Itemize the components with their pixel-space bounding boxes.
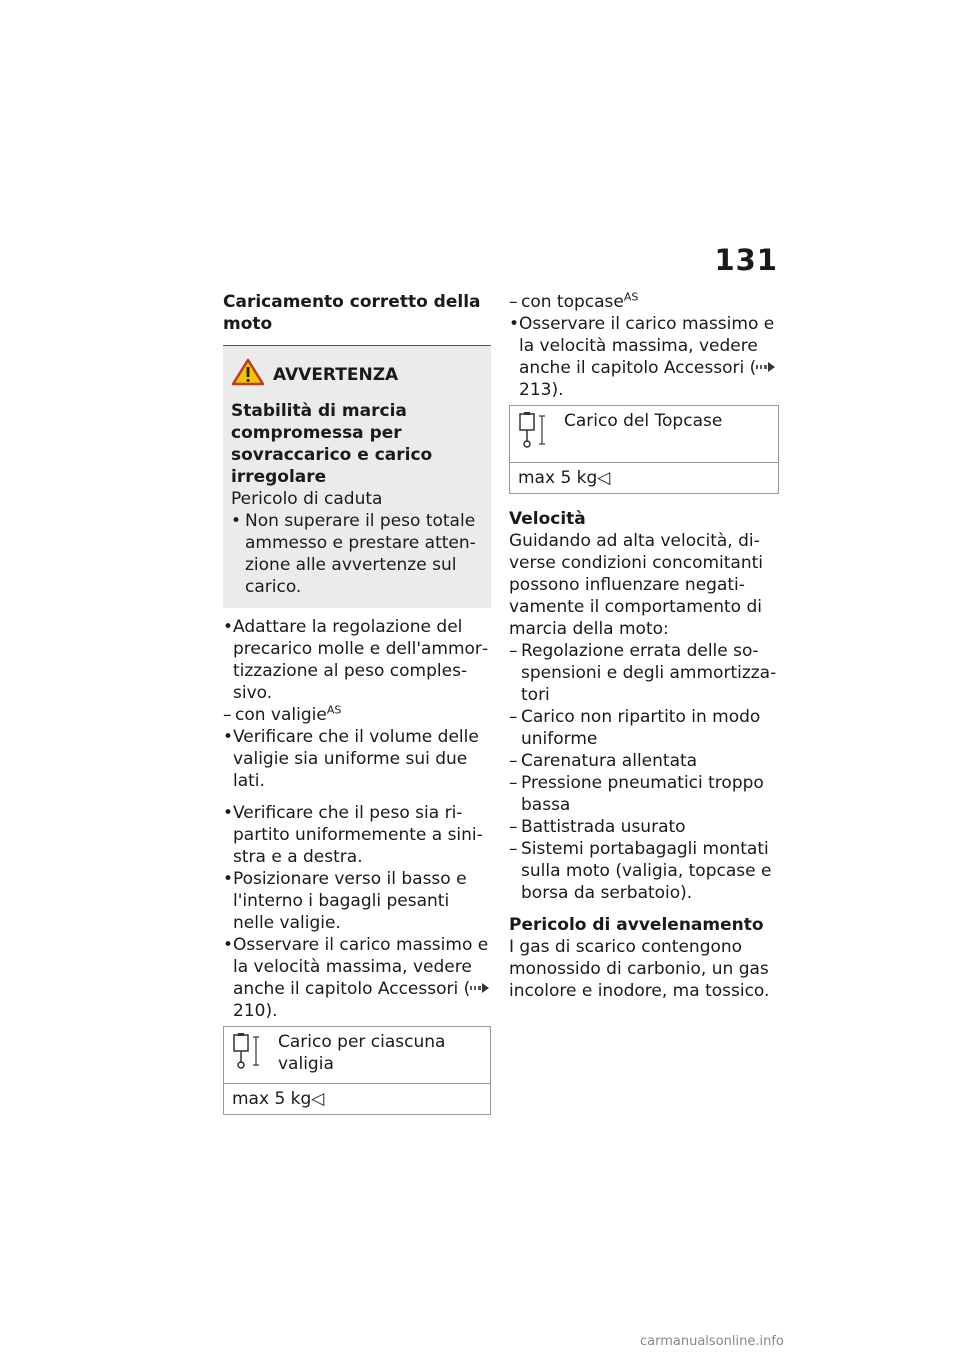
bullet-text: Verificare che il peso sia ripartito uniformemente a sinistra e a destra. <box>233 803 483 867</box>
warning-title: AVVERTENZA <box>273 365 399 385</box>
dash-text: Carico non ripartito in modo uniforme <box>521 707 761 749</box>
list-item <box>223 726 491 792</box>
warning-triangle-icon <box>231 358 265 392</box>
bullet-marker: • <box>223 935 234 955</box>
page-ref[interactable]: 210). <box>233 1001 278 1021</box>
dash-text <box>235 704 491 726</box>
page-ref-arrow-icon[interactable] <box>470 979 490 999</box>
list-item <box>223 802 491 868</box>
dash-marker: – <box>509 817 518 837</box>
speed-text: Guidando ad alta velocità, diverse condizioni concomitanti possono influenzare negativamente il comportamento di marcia della moto: <box>509 531 764 639</box>
spec-row-label <box>224 1027 490 1084</box>
spec-value: max 5 kg◁ <box>518 468 611 488</box>
spec-table <box>509 405 779 494</box>
dash-marker: – <box>509 839 518 859</box>
dash-item <box>509 640 779 706</box>
bullet-body: Osservare il carico massimo e la velocità massima, vedere anche il capitolo Accessori <box>233 935 489 999</box>
right-column <box>509 291 779 1002</box>
list-item <box>509 313 779 401</box>
dash-marker: – <box>509 773 518 793</box>
warning-header <box>231 358 483 392</box>
dash-marker: – <box>223 705 232 725</box>
bullet-marker: • <box>223 803 234 823</box>
page-ref[interactable]: 213). <box>519 380 564 400</box>
speed-list <box>509 640 779 904</box>
warning-danger: Pericolo di caduta <box>231 489 383 509</box>
superscript: AS <box>623 290 639 304</box>
load-weight-icon <box>230 1031 274 1077</box>
warning-bullet <box>231 510 483 598</box>
page-ref-arrow-icon[interactable] <box>756 358 776 378</box>
dash-text: Sistemi portabagagli montati sulla moto (valigia, topcase e borsa da serbatoio). <box>521 839 772 903</box>
speed-heading: Velocità <box>509 509 586 529</box>
dash-marker: – <box>509 641 518 661</box>
page-number: 131 <box>714 243 778 277</box>
dash-item-topcase <box>509 291 779 313</box>
bullet-marker: • <box>223 727 234 747</box>
dash-item <box>509 750 779 772</box>
left-column <box>223 291 491 1115</box>
bullet-marker: • <box>223 617 234 637</box>
dash-text: Battistrada usurato <box>521 817 686 837</box>
bullet-text: Osservare il carico massimo e la velocità massima, vedere anche il capitolo Accessori ( 210). <box>233 934 491 1022</box>
spec-table <box>223 1026 491 1115</box>
dash-marker: – <box>509 292 518 312</box>
spec-row-label <box>510 406 778 463</box>
dash-item <box>509 838 779 904</box>
dash-marker: – <box>509 751 518 771</box>
footer-watermark[interactable]: carmanualsonline.info <box>640 1334 784 1349</box>
superscript: AS <box>326 703 342 717</box>
warning-subtitle: Stabilità di marcia compromessa per sovraccarico e carico irregolare <box>231 401 433 487</box>
poison-text: I gas di scarico contengono monossido di carbonio, un gas incolore e inodore, ma tossico. <box>509 937 770 1001</box>
warning-bullet-text: Non superare il peso totale ammesso e prestare attenzione alle avvertenze sul carico. <box>245 511 476 597</box>
bullet-text: Posizionare verso il basso e l'interno i bagagli pesanti nelle valigie. <box>233 869 467 933</box>
dash-item-valigie <box>223 704 491 726</box>
dash-label: con valigie <box>235 705 327 725</box>
bullet-text: Osservare il carico massimo e la velocità massima, vedere anche il capitolo Accessori ( 213). <box>519 313 779 401</box>
bullet-text: Adattare la regolazione del precarico molle e dell'ammortizzazione al peso complessivo. <box>233 617 489 703</box>
dash-item <box>509 706 779 750</box>
load-weight-icon <box>516 410 560 456</box>
section-heading: Caricamento corretto della moto <box>223 292 481 334</box>
dash-marker: – <box>509 707 518 727</box>
dash-item <box>509 816 779 838</box>
dash-text <box>521 291 779 313</box>
spec-label: Carico per ciascuna valigia <box>278 1032 446 1074</box>
poison-heading: Pericolo di avvelenamento <box>509 915 764 935</box>
list-item <box>223 868 491 934</box>
bullet-body: Osservare il carico massimo e la velocità massima, vedere anche il capitolo Accessori <box>519 314 775 378</box>
list-item <box>223 934 491 1022</box>
bullet-text: Verificare che il volume delle valigie sia uniforme sui due lati. <box>233 727 479 791</box>
warning-box <box>223 345 491 608</box>
list-item <box>223 616 491 704</box>
dash-text: Carenatura allentata <box>521 751 698 771</box>
dash-text: Regolazione errata delle sospensioni e degli ammortizzatori <box>521 641 777 705</box>
bullet-marker: • <box>509 314 520 334</box>
dash-item <box>509 772 779 816</box>
spec-label: Carico del Topcase <box>564 411 723 431</box>
dash-label: con topcase <box>521 292 624 312</box>
dash-text: Pressione pneumatici troppo bassa <box>521 773 764 815</box>
bullet-marker: • <box>223 869 234 889</box>
spec-value: max 5 kg◁ <box>232 1089 325 1109</box>
bullet-marker: • <box>231 511 242 531</box>
